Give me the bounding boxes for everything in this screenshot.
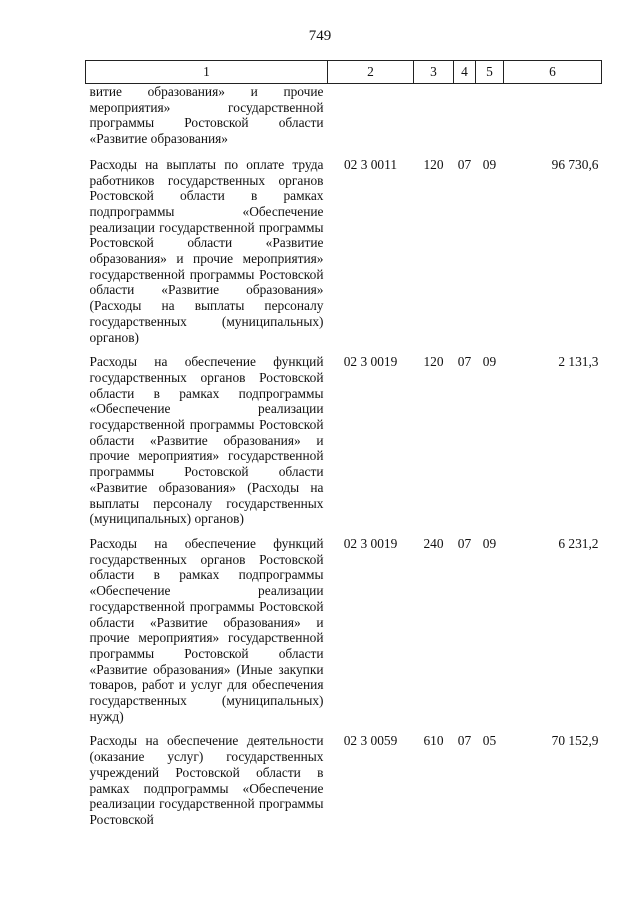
row-target-code: 02 3 0059: [343, 733, 398, 749]
row-expense-type: 120: [423, 156, 444, 172]
row-section: 07: [457, 535, 472, 551]
header-col-2: 2: [328, 61, 414, 84]
header-col-5: 5: [476, 61, 504, 84]
header-col-4: 4: [454, 61, 476, 84]
row-description: Расходы на обеспечение деятельности (оказание услуг) государственных учреждений Ростовской области в рамках подпрограммы «Обеспечение реализации государственной программы Ростовской: [89, 733, 324, 827]
page-number: 749: [308, 28, 332, 44]
row-subsection: 09: [482, 156, 497, 172]
row-section: 07: [457, 156, 472, 172]
row-subsection: 09: [482, 354, 497, 370]
header-col-6: 6: [504, 61, 602, 84]
header-col-1: 1: [86, 61, 328, 84]
budget-table: [85, 60, 602, 837]
row-amount: 70 152,9: [551, 733, 599, 749]
row-description: Расходы на обеспечение функций государственных органов Ростовской области в рамках подпрограммы «Обеспечение реализации государственной программы Ростовской области «Развитие образования» и прочие мероприятия» государственной программы Ростовской области «Развитие образования» (Иные закупки товаров, работ и услуг для обеспечения государственных (муниципальных) нужд): [89, 535, 324, 724]
row-target-code: 02 3 0019: [343, 354, 398, 370]
row-target-code: 02 3 0019: [343, 535, 398, 551]
row-subsection: 09: [482, 535, 497, 551]
row-expense-type: 240: [423, 535, 444, 551]
row-expense-type: 610: [423, 733, 444, 749]
table-row: [86, 536, 602, 733]
row-description: витие образования» и прочие мероприятия» государственной программы Ростовской области «Развитие образования»: [89, 84, 324, 147]
header-col-3: 3: [414, 61, 454, 84]
row-subsection: 05: [482, 733, 497, 749]
table-header: [86, 61, 602, 84]
table-row-continuation: [86, 84, 602, 157]
table-row: [86, 733, 602, 836]
row-section: 07: [457, 733, 472, 749]
row-section: 07: [457, 354, 472, 370]
table-row: [86, 354, 602, 536]
row-amount: 96 730,6: [551, 156, 599, 172]
row-amount: 2 131,3: [558, 354, 599, 370]
row-expense-type: 120: [423, 354, 444, 370]
row-description: Расходы на обеспечение функций государственных органов Ростовской области в рамках подпрограммы «Обеспечение реализации государственной программы Ростовской области «Развитие образования» и прочие мероприятия» государственной программы Ростовской области «Развитие образования» (Расходы на выплаты персоналу государственных (муниципальных) органов): [89, 354, 324, 527]
row-amount: 6 231,2: [558, 535, 599, 551]
row-target-code: 02 3 0011: [343, 156, 398, 172]
table-row: [86, 157, 602, 354]
row-description: Расходы на выплаты по оплате труда работников государственных органов Ростовской области в рамках подпрограммы «Обеспечение реализации государственной программы Ростовской области «Развитие образования» и прочие мероприятия» государственной программы Ростовской области «Развитие образования» (Расходы на выплаты персоналу государственных (муниципальных) органов): [89, 156, 324, 345]
